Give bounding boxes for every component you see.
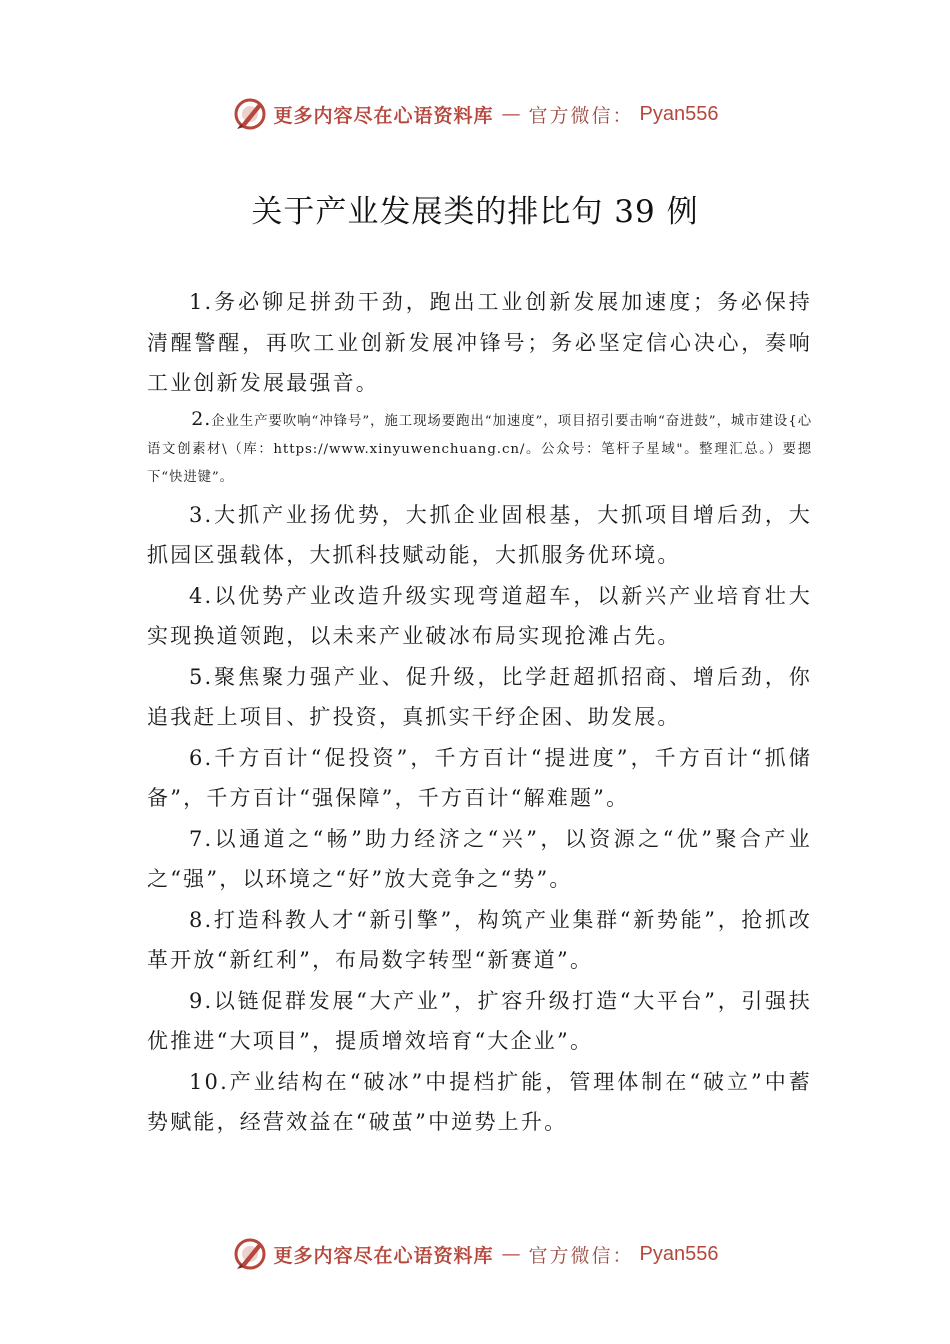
paragraph-3: 3.大抓产业扬优势，大抓企业固根基，大抓项目增后劲，大抓园区强载体，大抓科技赋动能，大抓服务优环境。 (147, 502, 812, 567)
banner-text: 更多内容尽在心语资料库 (273, 104, 494, 127)
banner-label: 官方微信： (528, 104, 634, 127)
paragraph-4: 4.以优势产业改造升级实现弯道超车，以新兴产业培育壮大实现换道领跑，以未来产业破冰布局实现抢滩占先。 (147, 583, 812, 648)
footer-banner (0, 1234, 950, 1274)
banner-wechat-id: Pyan556 (639, 102, 719, 125)
paragraph-6: 6.千方百计“促投资”，千方百计“提进度”，千方百计“抓储备”，千方百计“强保障”，千方百计“解难题”。 (147, 745, 812, 810)
paragraph-5: 5.聚焦聚力强产业、促升级，比学赶超抓招商、增后劲，你追我赶上项目、扩投资，真抓实干纾企困、助发展。 (147, 664, 812, 729)
document-title: 关于产业发展类的排比句 39 例 (251, 194, 699, 230)
banner-text: 更多内容尽在心语资料库 (273, 1244, 494, 1267)
banner-label: 官方微信： (528, 1244, 634, 1267)
paragraph-10: 10.产业结构在“破冰”中提档扩能，管理体制在“破立”中蓄势赋能，经营效益在“破茧”中逆势上升。 (147, 1069, 812, 1134)
banner-separator: — (501, 103, 521, 125)
header-banner (0, 94, 950, 134)
paragraph-2-text: 企业生产要吹响“冲锋号”，施工现场要跑出“加速度”，项目招引要击响“奋进鼓”，城市建设{心语文创素材\（库：https://www.xinyuwenchuang.cn/。公众号：笔杆子星域"。整理汇总。）要摁下“快进键”。 (147, 413, 812, 485)
pen-logo-icon (232, 1236, 268, 1272)
paragraph-2-number: 2. (191, 407, 212, 430)
paragraph-2 (147, 405, 812, 492)
pen-logo-icon (232, 96, 268, 132)
paragraph-7: 7.以通道之“畅”助力经济之“兴”，以资源之“优”聚合产业之“强”，以环境之“好”放大竞争之“势”。 (147, 826, 812, 891)
banner-wechat-id: Pyan556 (639, 1242, 719, 1265)
paragraph-9: 9.以链促群发展“大产业”，扩容升级打造“大平台”，引强扶优推进“大项目”，提质增效培育“大企业”。 (147, 988, 812, 1053)
paragraph-8: 8.打造科教人才“新引擎”，构筑产业集群“新势能”，抢抓改革开放“新红利”，布局数字转型“新赛道”。 (147, 907, 812, 972)
document-body (147, 282, 812, 1143)
paragraph-1: 1.务必铆足拼劲干劲，跑出工业创新发展加速度；务必保持清醒警醒，再吹工业创新发展冲锋号；务必坚定信心决心，奏响工业创新发展最强音。 (147, 290, 812, 395)
banner-separator: — (501, 1243, 521, 1265)
